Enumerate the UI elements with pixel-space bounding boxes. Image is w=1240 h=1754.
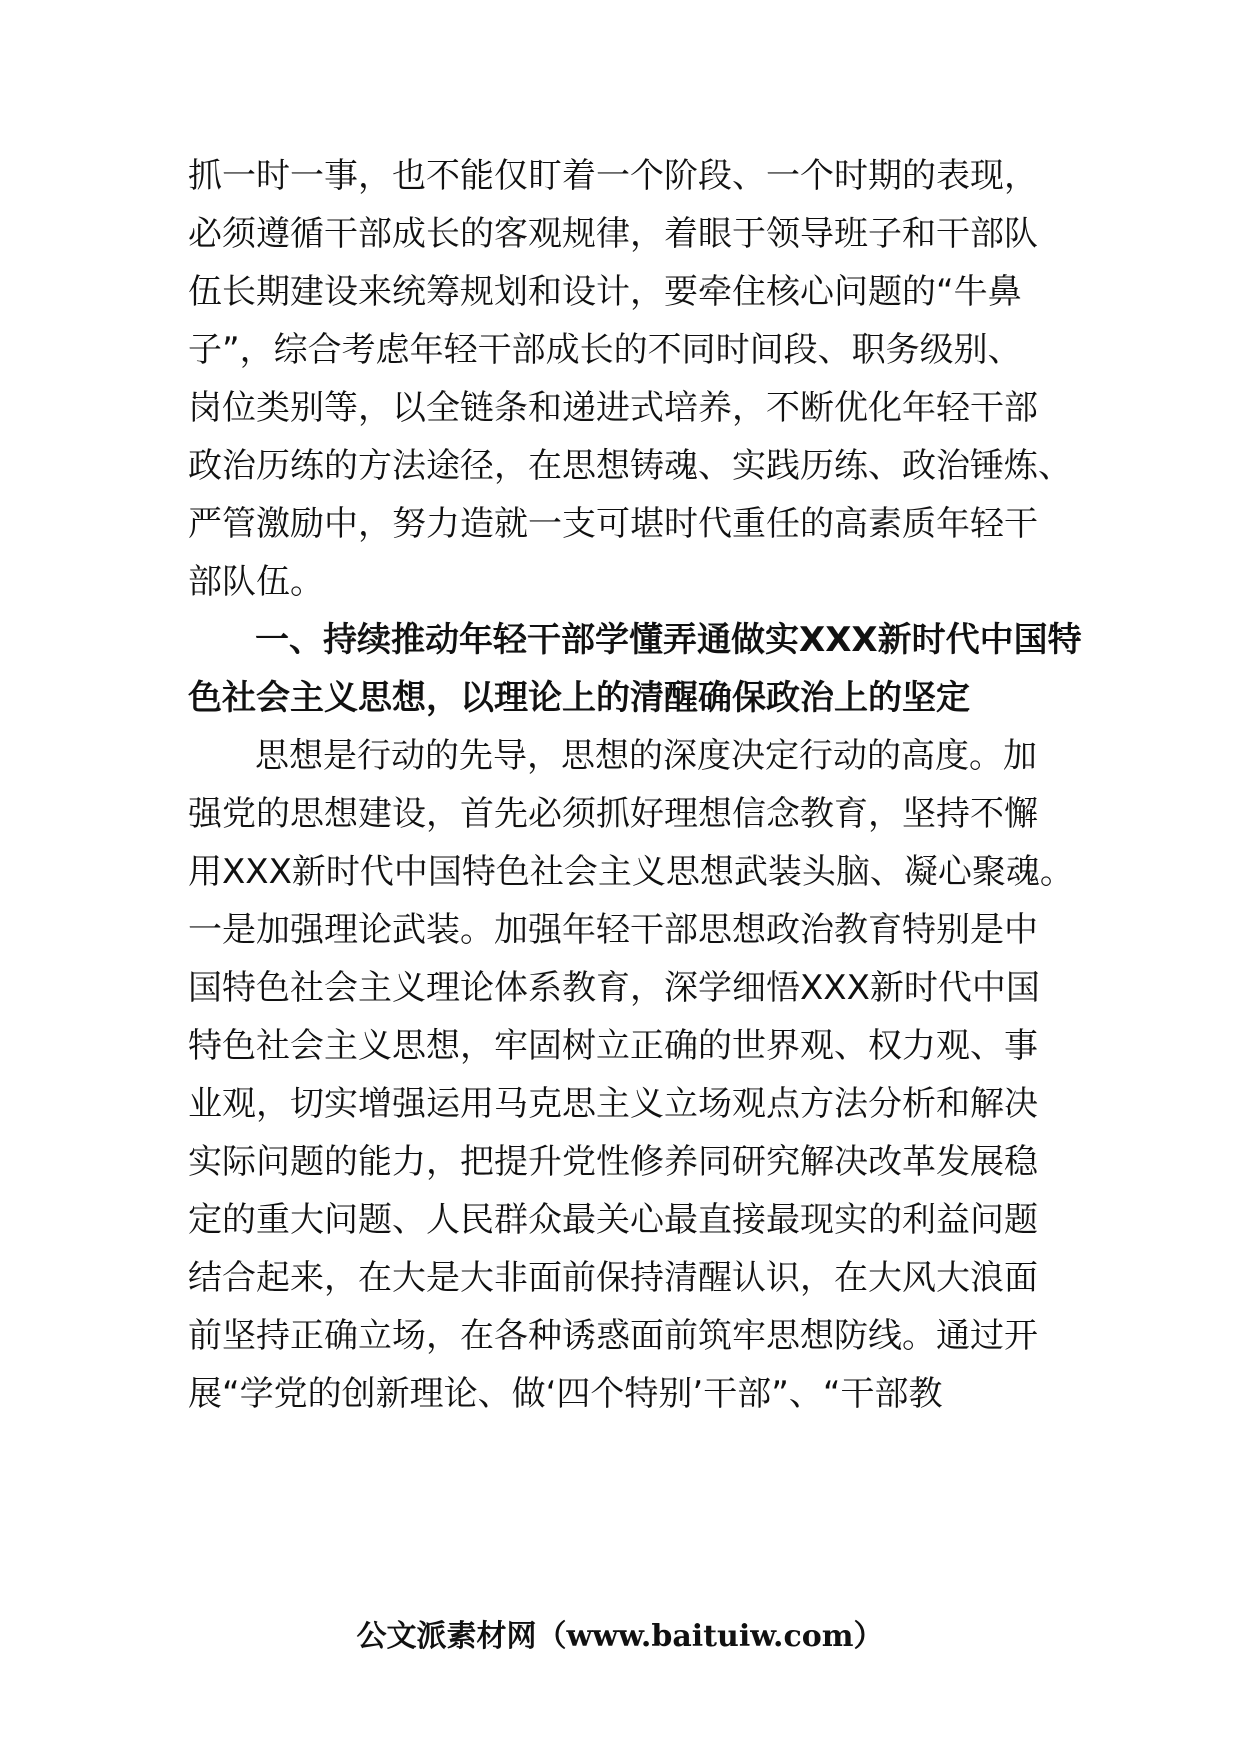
body-text-line: 伍长期建设来统筹规划和设计，要牵住核心问题的“牛鼻 xyxy=(188,272,1022,312)
section-heading-line: 色社会主义思想，以理论上的清醒确保政治上的坚定 xyxy=(188,678,970,718)
body-text-line: 结合起来，在大是大非面前保持清醒认识，在大风大浪面 xyxy=(188,1258,1038,1298)
body-text-line: 前坚持正确立场，在各种诱惑面前筑牢思想防线。通过开 xyxy=(188,1316,1038,1356)
footer-source-text: 公文派素材网（www.baituiw.com） xyxy=(356,1619,884,1654)
body-text-line: 定的重大问题、人民群众最关心最直接最现实的利益问题 xyxy=(188,1200,1038,1240)
body-text-line: 必须遵循干部成长的客观规律，着眼于领导班子和干部队 xyxy=(188,214,1038,254)
body-text-line: 国特色社会主义理论体系教育，深学细悟XXX新时代中国 xyxy=(188,968,1040,1008)
body-text-line: 思想是行动的先导，思想的深度决定行动的高度。加 xyxy=(255,736,1037,776)
body-text-line: 实际问题的能力，把提升党性修养同研究解决改革发展稳 xyxy=(188,1142,1038,1182)
body-text-line: 政治历练的方法途径，在思想铸魂、实践历练、政治锤炼、 xyxy=(188,446,1072,486)
body-text-line: 强党的思想建设，首先必须抓好理想信念教育，坚持不懈 xyxy=(188,794,1038,834)
body-text-line: 岗位类别等，以全链条和递进式培养，不断优化年轻干部 xyxy=(188,388,1038,428)
body-text-line: 严管激励中，努力造就一支可堪时代重任的高素质年轻干 xyxy=(188,504,1038,544)
section-heading-line: 一、持续推动年轻干部学懂弄通做实XXX新时代中国特 xyxy=(255,620,1082,660)
body-text-line: 展“学党的创新理论、做‘四个特别’干部”、“干部教 xyxy=(188,1374,943,1414)
body-text-line: 子”，综合考虑年轻干部成长的不同时间段、职务级别、 xyxy=(188,330,1022,370)
body-text-line: 部队伍。 xyxy=(188,562,324,602)
body-text-line: 用XXX新时代中国特色社会主义思想武装头脑、凝心聚魂。 xyxy=(188,852,1074,892)
body-text-line: 特色社会主义思想，牢固树立正确的世界观、权力观、事 xyxy=(188,1026,1038,1066)
body-text-line: 抓一时一事，也不能仅盯着一个阶段、一个时期的表现， xyxy=(188,156,1038,196)
body-text-line: 一是加强理论武装。加强年轻干部思想政治教育特别是中 xyxy=(188,910,1038,950)
body-text-line: 业观，切实增强运用马克思主义立场观点方法分析和解决 xyxy=(188,1084,1038,1124)
